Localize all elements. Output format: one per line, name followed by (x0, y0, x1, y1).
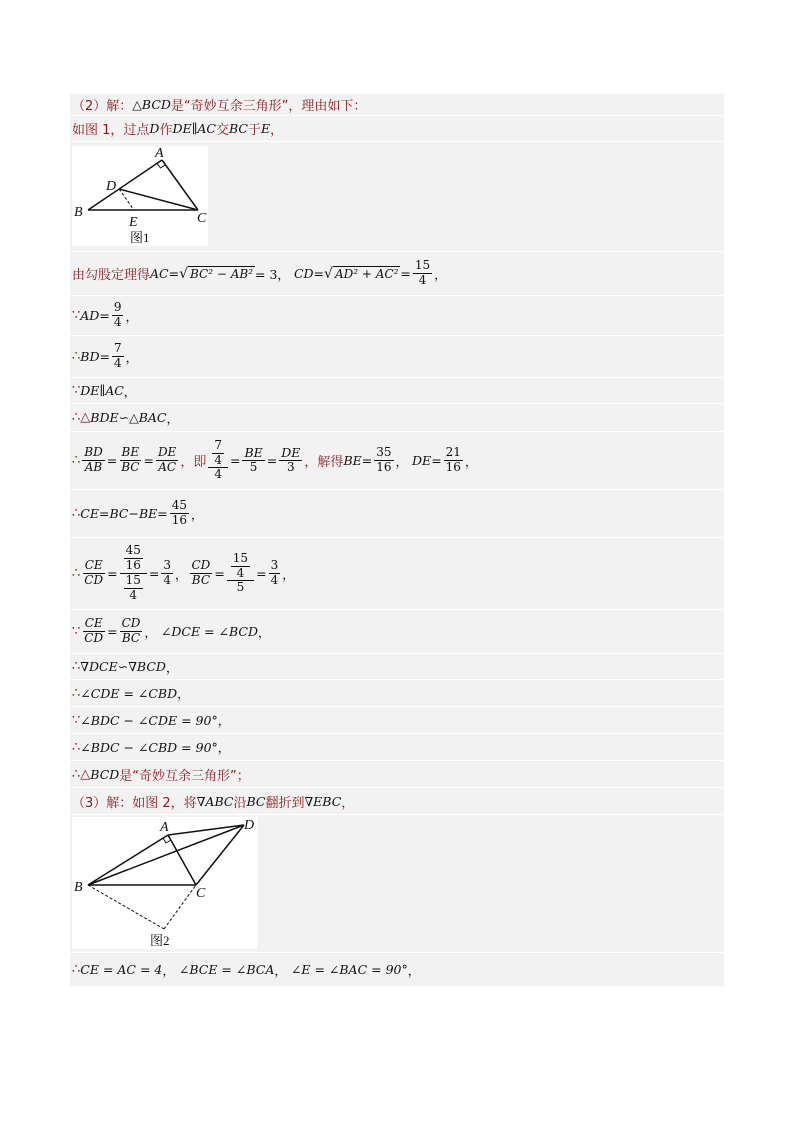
math-var: DE∥AC (80, 383, 124, 398)
math-expr: ∇ABC (196, 793, 234, 809)
fraction (413, 259, 432, 288)
numerator: 7 (113, 341, 122, 356)
numerator: 3 (163, 558, 171, 573)
math-var: BC (109, 506, 129, 521)
math-op: ， (125, 308, 138, 324)
denominator: 4 (270, 573, 279, 587)
line-angle-90-a (70, 707, 724, 734)
math-op: = (98, 506, 110, 521)
math-var: CD (293, 266, 314, 281)
therefore-symbol: ∴ (72, 453, 81, 468)
denominator: 4 (418, 273, 427, 287)
numerator (208, 439, 228, 469)
numerator: BE (244, 444, 263, 460)
equals: = (107, 624, 118, 639)
numerator: CE (84, 616, 103, 631)
math-var: BC (228, 121, 248, 136)
math-op: = (99, 349, 110, 364)
label-c: C (197, 211, 207, 226)
text: 翻折到 (265, 795, 305, 811)
line-angle-90-b (70, 734, 724, 761)
figure-2-row (70, 815, 724, 953)
math-op: ， (395, 453, 409, 469)
fraction (170, 499, 189, 528)
equals: = (143, 453, 154, 468)
numerator: CE (84, 558, 103, 573)
text: 交 (215, 123, 229, 138)
numerator: 7 (214, 437, 222, 452)
line-construction (70, 116, 724, 142)
text: ，解得 (304, 455, 344, 470)
numerator: DE (281, 444, 301, 460)
numerator (227, 552, 254, 582)
denominator: CD (84, 573, 104, 587)
numerator: CD (121, 616, 141, 631)
complex-fraction (227, 552, 254, 595)
fraction (124, 544, 143, 573)
figure-1-row (70, 142, 724, 252)
text: （3）解：如图 2，将 (72, 795, 197, 811)
math-op: ， (166, 410, 180, 426)
line-similar-2 (70, 654, 724, 680)
label-a: A (160, 820, 169, 835)
line-conclusion (70, 761, 724, 788)
text: 是“奇妙互余三角形”，理由如下： (170, 99, 367, 114)
line-similar-1 (70, 404, 724, 432)
fraction (119, 446, 141, 475)
fraction (82, 617, 105, 646)
angle-expr: ∠E = ∠BAC = 90° (290, 962, 408, 977)
math-op: ， (162, 962, 175, 978)
numerator: 21 (445, 445, 461, 460)
figure-1 (72, 146, 208, 246)
fraction (231, 552, 250, 581)
line-bd (70, 336, 724, 378)
denominator: AC (158, 460, 177, 474)
figure-2 (72, 817, 258, 949)
segment-be-dashed (88, 885, 164, 929)
triangle-symbol: △ (132, 97, 142, 112)
therefore-symbol: ∴ (72, 349, 81, 364)
line-part3-intro (70, 788, 724, 815)
label-d: D (106, 179, 117, 194)
math-op: ， (191, 506, 204, 522)
therefore-symbol: ∴△ (72, 766, 91, 782)
math-var: BDE (90, 410, 119, 425)
equals: = (431, 453, 442, 468)
fraction (161, 559, 173, 588)
math-op: = (400, 266, 411, 281)
math-op: ， (258, 624, 271, 640)
text: 如图 1，过点 (72, 123, 150, 138)
angle-expr: ∠DCE = ∠BCD (160, 624, 258, 639)
math-var: DE∥AC (172, 121, 216, 136)
math-op: ， (407, 962, 421, 978)
math-expr: ∇EBC (304, 793, 342, 809)
angle-expr: ∠CDE = ∠CBD (80, 685, 178, 701)
fraction (112, 342, 124, 371)
numerator: 45 (125, 543, 141, 558)
segment-ba (88, 835, 168, 885)
math-expr: CE = AC = 4 (80, 962, 163, 977)
because-symbol: ∵ (72, 624, 81, 639)
denominator: BC (121, 460, 140, 474)
fraction (212, 439, 224, 468)
text: ，即 (180, 455, 207, 470)
numerator: 15 (414, 258, 431, 273)
math-op: − (128, 506, 139, 521)
fraction (120, 617, 143, 646)
math-var: DE (412, 453, 432, 468)
fraction (242, 446, 264, 475)
sqrt-expr: √ BC² − AB² (179, 265, 254, 282)
math-op: ， (174, 566, 188, 582)
figure-2-svg (72, 817, 258, 949)
angle-expr: ∠BDC − ∠CDE = 90° (80, 712, 218, 728)
therefore-symbol: ∴ (72, 685, 81, 701)
therefore-symbol: ∴ (72, 566, 81, 581)
numerator: DE (157, 445, 177, 460)
because-symbol: ∵ (72, 383, 81, 398)
math-op: ， (144, 624, 157, 640)
numerator: BE (121, 445, 140, 460)
similar-symbol: ∽△ (118, 410, 139, 425)
angle-expr: ∠BDC − ∠CBD = 90° (80, 739, 218, 755)
denominator (120, 574, 147, 603)
segment-ac (168, 835, 196, 885)
denominator: 4 (214, 452, 222, 467)
math-op: ， (282, 566, 295, 582)
complex-fraction (120, 544, 147, 602)
therefore-symbol: ∴ (72, 962, 81, 977)
line-ratio-equal (70, 610, 724, 654)
therefore-symbol: ∴ (72, 506, 81, 521)
label-c: C (196, 886, 206, 901)
denominator: CD (84, 631, 104, 645)
fraction (112, 301, 124, 330)
equals: = (266, 453, 278, 468)
denominator: 4 (113, 356, 122, 370)
text: 是“奇妙互余三角形”； (119, 768, 250, 784)
line-ratio-solve (70, 432, 724, 490)
math-var: BAC (138, 410, 167, 425)
figure-caption: 图1 (130, 230, 150, 245)
numerator: 15 (232, 550, 249, 565)
math-var: BD (80, 349, 100, 364)
fraction (82, 559, 105, 588)
denominator: 16 (171, 513, 188, 527)
equals: = (361, 453, 373, 468)
line-ratios (70, 538, 724, 610)
math-op: ， (177, 686, 190, 701)
segment-dc (119, 189, 198, 210)
because-symbol: ∵ (72, 308, 81, 323)
math-var: BE (343, 453, 362, 468)
right-angle-mark (157, 164, 165, 169)
figure-caption: 图2 (150, 933, 170, 948)
math-op: ， (464, 453, 478, 469)
sqrt-body: AD² + AC² (334, 266, 399, 281)
line-part2-intro (70, 94, 724, 116)
angle-expr: ∠BCE = ∠BCA (178, 962, 275, 977)
math-op: ， (217, 740, 231, 755)
math-var: BCD (90, 766, 120, 782)
denominator: 5 (249, 460, 258, 475)
label-a: A (155, 146, 164, 161)
fraction (444, 446, 463, 475)
denominator: 16 (445, 460, 461, 474)
numerator: 9 (113, 300, 122, 315)
math-op: = (99, 308, 110, 323)
fraction (190, 559, 213, 588)
label-b: B (74, 880, 83, 895)
because-symbol: ∵ (72, 712, 81, 728)
text: 于 (247, 123, 261, 138)
math-var: D (149, 121, 160, 136)
numerator (120, 544, 147, 574)
math-var: BE (138, 506, 158, 521)
therefore-symbol: ∴△ (72, 410, 91, 425)
math-op: ， (217, 713, 231, 728)
label-b: B (74, 205, 83, 220)
denominator: 16 (125, 558, 141, 573)
text: 作 (159, 123, 173, 138)
numerator: 3 (270, 558, 279, 573)
denominator: 4 (163, 573, 171, 587)
math-op: ， (123, 383, 137, 399)
numerator: 35 (376, 445, 392, 460)
segment-ba (88, 160, 162, 210)
text: ， (270, 123, 284, 138)
math-op: = 3， (255, 266, 290, 282)
text: 沿 (233, 795, 247, 811)
line-fold-result (70, 953, 724, 987)
fraction (374, 446, 393, 475)
denominator: 3 (287, 460, 295, 475)
figure-1-svg (72, 146, 208, 246)
line-pythagoras (70, 252, 724, 296)
line-parallel (70, 378, 724, 404)
math-op: = (313, 266, 325, 281)
numerator: CD (191, 558, 211, 573)
math-var: BC (246, 793, 266, 809)
numerator: BD (84, 445, 103, 460)
math-op: = (157, 506, 168, 521)
equals: = (229, 453, 241, 468)
line-angle-equal (70, 680, 724, 707)
line-ce (70, 490, 724, 538)
math-var: AD (80, 308, 100, 323)
denominator: 4 (113, 315, 122, 329)
label-d: D (244, 818, 255, 833)
fraction (124, 574, 143, 603)
label-e: E (129, 215, 138, 230)
denominator: 5 (236, 580, 245, 595)
fraction (269, 559, 281, 588)
numerator: 15 (125, 573, 141, 587)
denominator: BC (191, 573, 211, 587)
fraction (82, 446, 104, 475)
therefore-symbol: ∴ (72, 739, 81, 755)
text: （2）解： (72, 99, 133, 114)
numerator: 45 (171, 498, 188, 513)
math-op: ， (125, 349, 139, 365)
text: 由勾股定理得 (72, 268, 151, 283)
equals: = (106, 453, 118, 468)
math-var: CE (80, 506, 99, 521)
math-var: E (260, 121, 271, 136)
math-op: ， (165, 659, 179, 675)
solution-content (70, 94, 724, 987)
math-expr: ∇DCE∽∇BCD (80, 659, 166, 674)
text: ， (341, 795, 355, 811)
math-op: ， (434, 266, 447, 282)
denominator: AB (84, 460, 103, 474)
therefore-symbol: ∴ (72, 659, 81, 674)
line-ad (70, 296, 724, 336)
denominator: 16 (376, 460, 392, 474)
math-var: BCD (141, 97, 171, 112)
math-var: AC (150, 266, 169, 281)
denominator: 4 (129, 587, 138, 602)
complex-fraction (208, 439, 228, 482)
math-op: = (168, 266, 180, 281)
denominator: 4 (214, 467, 222, 482)
fraction (156, 446, 178, 475)
sqrt-expr: √ AD² + AC² (324, 265, 399, 282)
equals: = (214, 566, 225, 581)
equals: = (148, 566, 160, 581)
equals: = (107, 566, 118, 581)
equals: = (256, 566, 267, 581)
sqrt-body: BC² − AB² (190, 266, 254, 281)
math-op: ， (274, 962, 287, 978)
fraction (279, 446, 302, 475)
denominator: BC (121, 631, 141, 645)
denominator: 4 (236, 565, 245, 580)
segment-ec-dashed (164, 885, 196, 929)
